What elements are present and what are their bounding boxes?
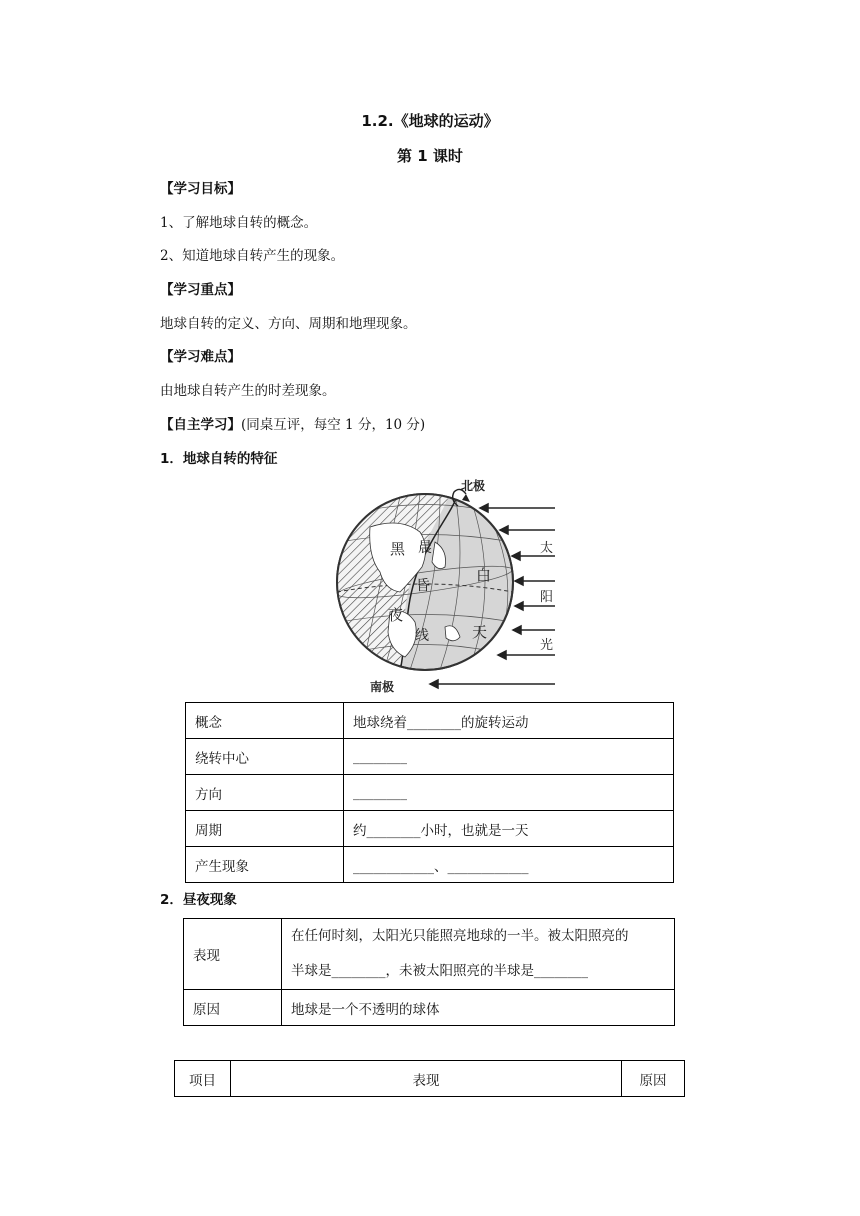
table-row [186, 775, 674, 811]
item-table [174, 1060, 685, 1097]
rotation-features-table [185, 702, 674, 883]
sunlight-label-3: 光 [540, 638, 554, 653]
terminator-label-2: 昏 [416, 578, 430, 594]
header-item: 项目 [175, 1061, 231, 1097]
row-label: 绕转中心 [186, 739, 344, 775]
objective-2: 2、知道地球自转产生的现象。 [160, 248, 345, 264]
difficulty-text: 由地球自转产生的时差现象。 [160, 383, 336, 399]
row-value: 地球绕着________的旋转运动 [344, 703, 674, 739]
row-value [282, 919, 675, 990]
north-pole-label: 北极 [461, 479, 486, 493]
day-label-2: 天 [472, 623, 488, 641]
objectives-heading: 【学习目标】 [160, 181, 241, 197]
key-points-text: 地球自转的定义、方向、周期和地理现象。 [160, 316, 417, 332]
row-label: 周期 [186, 811, 344, 847]
table-row [186, 811, 674, 847]
table-row [184, 919, 675, 990]
self-study-heading: 【自主学习】 [160, 417, 241, 433]
row-label: 表现 [184, 919, 282, 990]
day-label-1: 白 [476, 566, 492, 584]
row-value: 约________小时，也就是一天 [344, 811, 674, 847]
row-value: 地球是一个不透明的球体 [282, 990, 675, 1026]
row-label: 方向 [186, 775, 344, 811]
table-row [184, 990, 675, 1026]
row-value: ____________、____________ [344, 847, 674, 883]
night-label-2: 夜 [388, 606, 404, 624]
self-study-line [160, 416, 425, 434]
question-2-heading: 2．昼夜现象 [160, 892, 237, 908]
page-title: 1.2.《地球的运动》 [361, 112, 499, 130]
row-value: ________ [344, 739, 674, 775]
header-performance: 表现 [231, 1061, 622, 1097]
key-points-heading: 【学习重点】 [160, 282, 241, 298]
row-label: 产生现象 [186, 847, 344, 883]
sunlight-label-2: 阳 [540, 590, 554, 605]
difficulty-heading: 【学习难点】 [160, 349, 241, 365]
table-row [186, 703, 674, 739]
terminator-label-3: 线 [415, 628, 429, 644]
row-label: 原因 [184, 990, 282, 1026]
row-value-line: 半球是________，未被太阳照亮的半球是________ [291, 963, 588, 979]
night-label: 黑 [390, 540, 406, 558]
row-value: ________ [344, 775, 674, 811]
question-1-heading: 1．地球自转的特征 [160, 451, 278, 467]
header-reason: 原因 [622, 1061, 685, 1097]
row-label: 概念 [186, 703, 344, 739]
row-value-line: 在任何时刻，太阳光只能照亮地球的一半。被太阳照亮的 [291, 928, 629, 944]
lesson-subtitle: 第 1 课时 [397, 147, 463, 165]
table-row [186, 739, 674, 775]
objective-1: 1、了解地球自转的概念。 [160, 215, 318, 231]
terminator-label-1: 晨 [418, 540, 432, 556]
self-study-note: (同桌互评，每空 1 分，10 分) [241, 417, 426, 433]
south-pole-label: 南极 [370, 680, 395, 694]
earth-rotation-figure [330, 472, 570, 700]
day-night-table [183, 918, 675, 1026]
sunlight-label-1: 太 [540, 541, 554, 556]
table-row [186, 847, 674, 883]
table-header-row [175, 1061, 685, 1097]
